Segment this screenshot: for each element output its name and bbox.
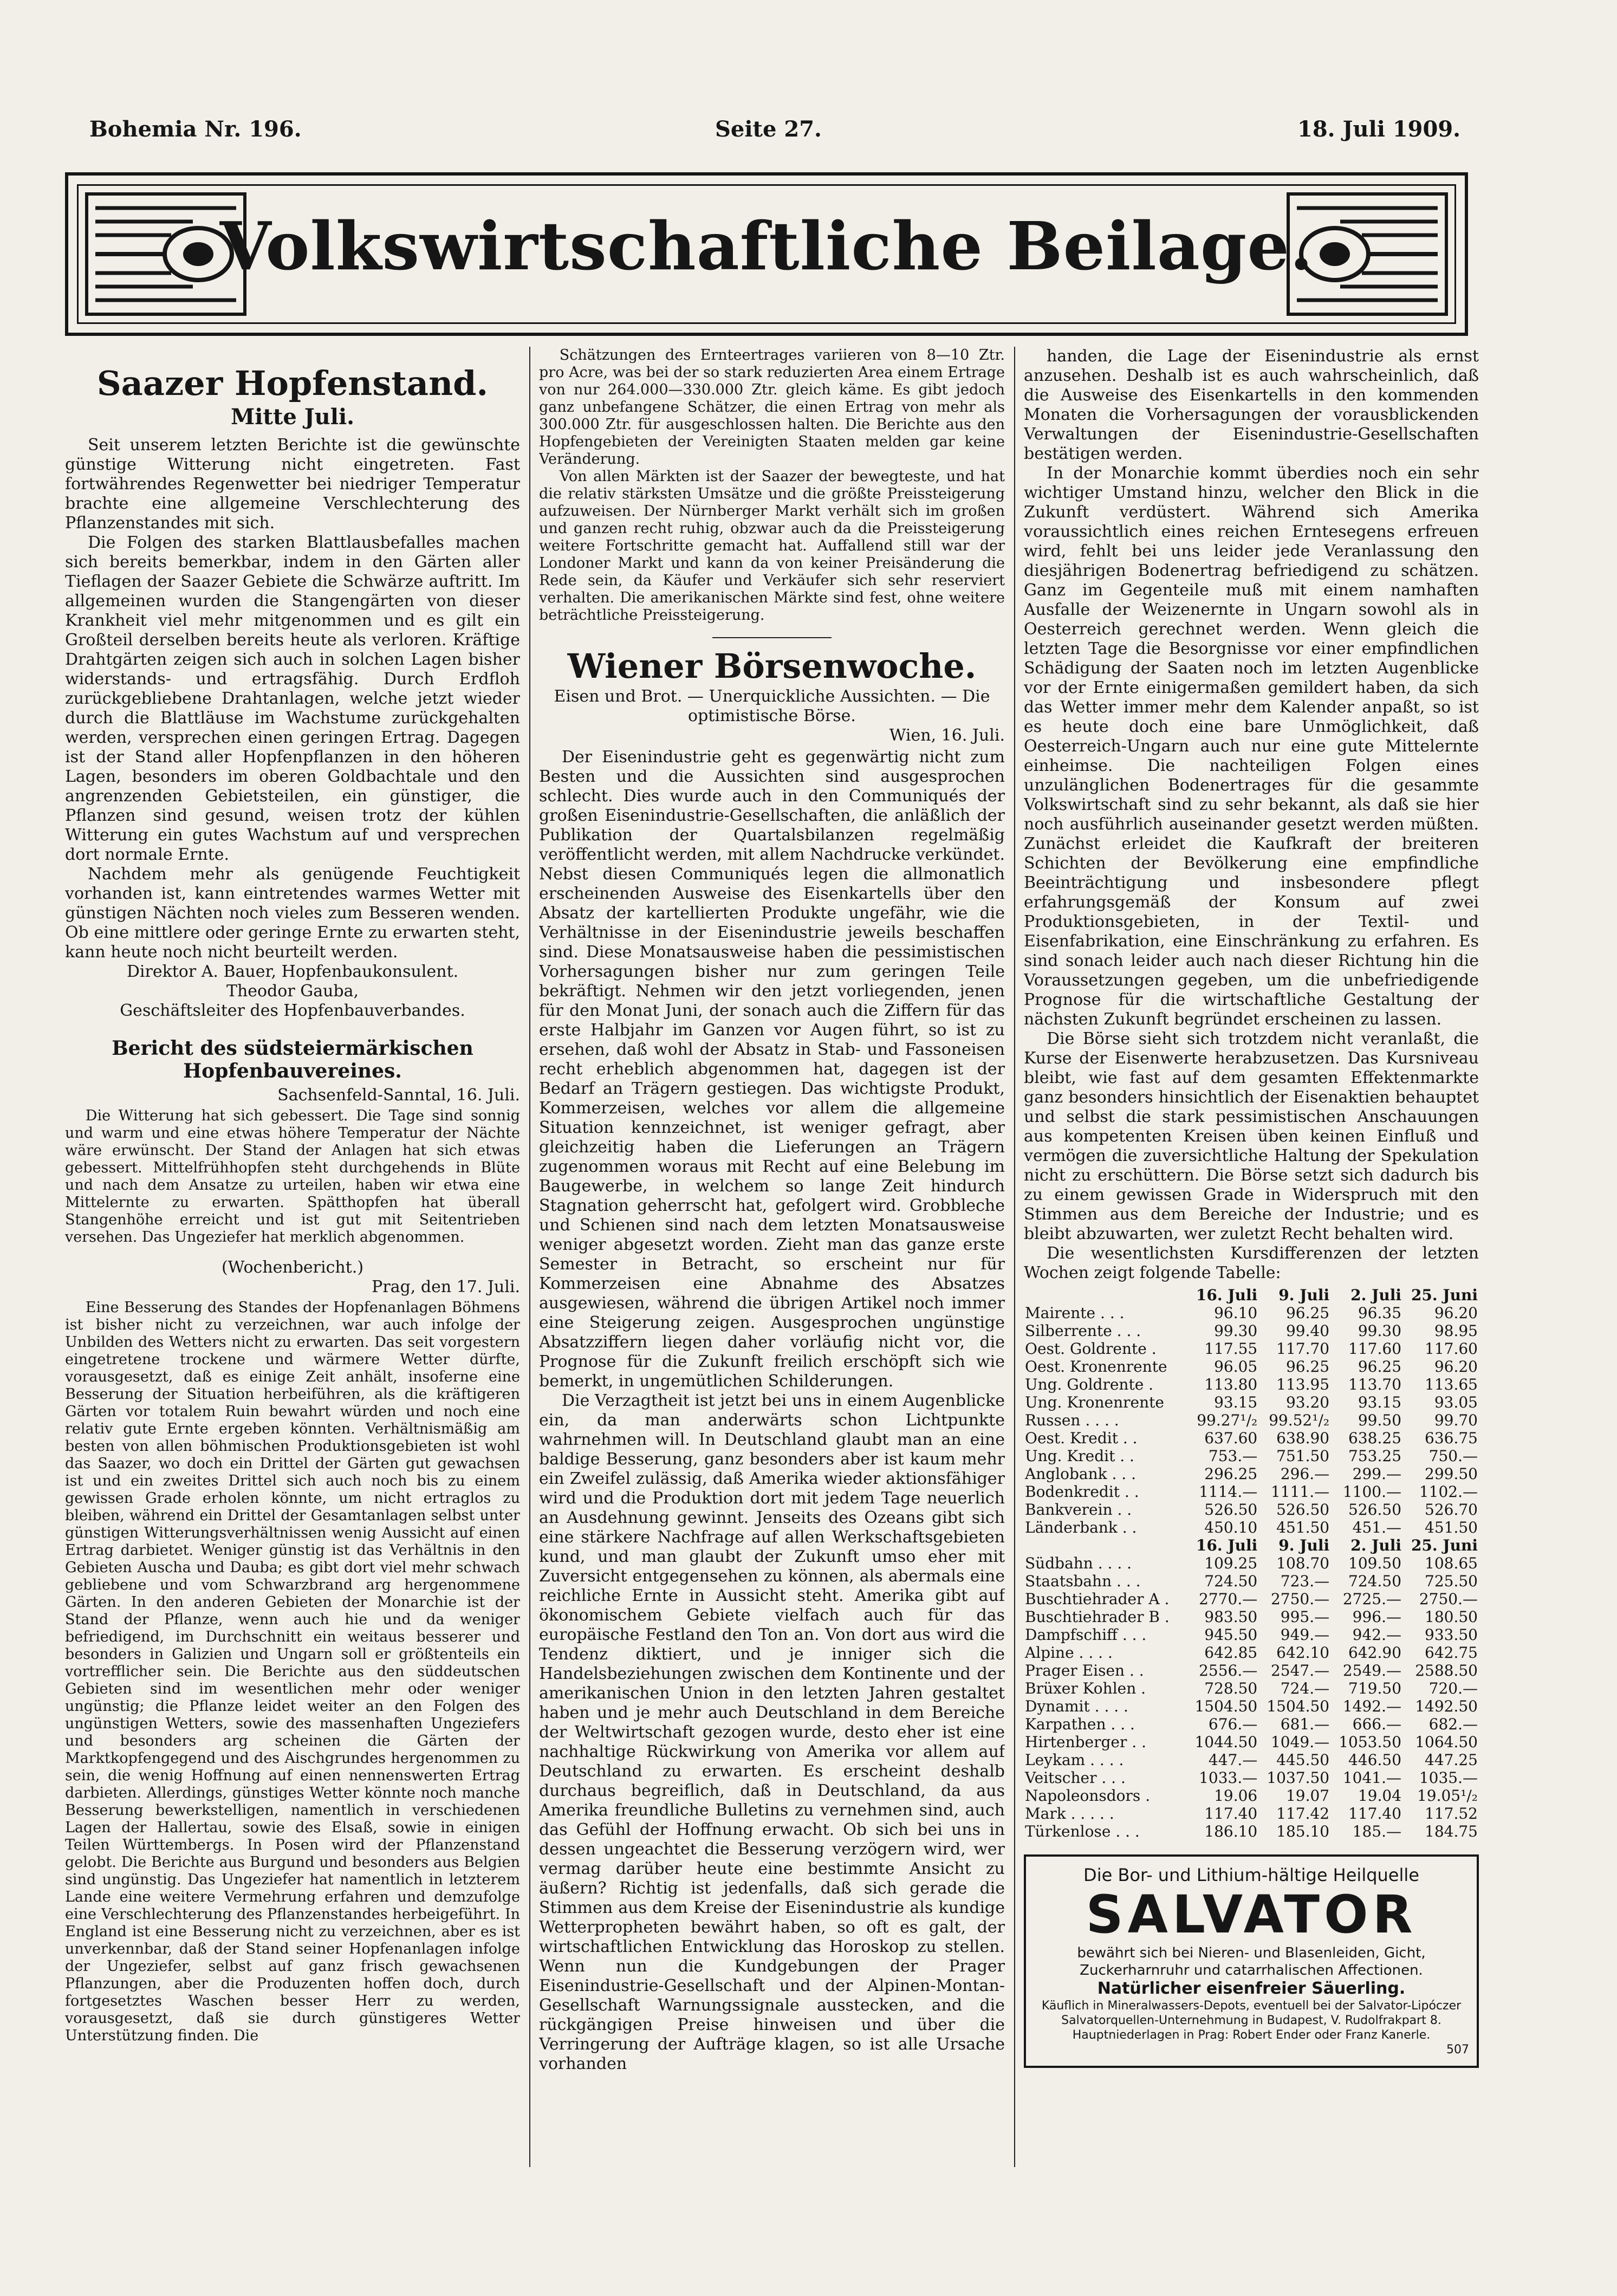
rate-cell: 642.10 xyxy=(1276,1644,1330,1662)
rate-cell: 98.95 xyxy=(1434,1322,1478,1340)
rate-cell: 682.— xyxy=(1428,1715,1478,1733)
rate-cell: 117.60 xyxy=(1348,1340,1402,1358)
table-row xyxy=(1024,1554,1479,1572)
rate-cell: 983.50 xyxy=(1204,1608,1258,1626)
rate-cell: 117.40 xyxy=(1204,1805,1258,1822)
rate-cell: 96.25 xyxy=(1358,1358,1402,1376)
table-header-row xyxy=(1024,1536,1479,1554)
security-name: Dampfschiff . . . xyxy=(1025,1626,1147,1644)
rate-cell: 99.52¹/₂ xyxy=(1269,1411,1330,1429)
rate-cell: 2547.— xyxy=(1270,1662,1330,1679)
paragraph: Schätzungen des Ernteertrages variieren von 8—10 Ztr. pro Acre, was bei der so stark reduzierten Area einem Ertrage von nur 264.000—330.000 Ztr. gleich käme. Es gibt jedoch ganz unbefangene Schätzer, die einen Ertrag von mehr als 300.000 Ztr. für ausgeschlossen halten. Die Berichte aus den Hopfengebieten der Vereinigten Staaten melden gar keine Veränderung. xyxy=(539,347,1005,468)
rate-cell: 296.25 xyxy=(1204,1465,1258,1483)
table-row xyxy=(1024,1411,1479,1429)
rate-cell: 995.— xyxy=(1280,1608,1330,1626)
rate-cell: 725.50 xyxy=(1425,1572,1478,1590)
rate-cell: 96.10 xyxy=(1214,1304,1258,1322)
signature-line: Theodor Gauba, xyxy=(226,982,359,1001)
rate-cell: 96.20 xyxy=(1434,1304,1478,1322)
rate-cell: 526.50 xyxy=(1204,1501,1258,1519)
rate-cell: 180.50 xyxy=(1425,1608,1478,1626)
rate-cell: 942.— xyxy=(1352,1626,1402,1644)
article-title: Wiener Börsenwoche. xyxy=(567,646,977,686)
paragraph: Die Börse sieht sich trotzdem nicht veranlaßt, die Kurse der Eisenwerte herabzusetzen. Das Kursniveau bleibt, wie fast auf dem gesamten Effektenmarkte ganz besonders hinsichtlich der Eisenaktien behauptet und selbst die stark pessimistischen Anschauungen aus kompetenten Kreisen üben keinen Einfluß und vermögen die zuversichtliche Haltung der Spekulation nicht zu erschüttern. Die Börse setzt sich dadurch bis zu einem gewissen Grade in Widerspruch mit den Stimmen aus dem Bereiche der Industrie; und es bleibt abzuwarten, wer zuletzt Recht behalten wird. xyxy=(1024,1029,1479,1243)
rate-cell: 19.06 xyxy=(1214,1787,1258,1805)
divider xyxy=(712,637,832,638)
rate-cell: 446.50 xyxy=(1348,1751,1402,1769)
rate-cell: 666.— xyxy=(1352,1715,1402,1733)
paragraph: Die Folgen des starken Blattlausbefalles machen sich bereits bemerkbar, indem in den Gärten aller Tieflagen der Saazer Gebiete die Schwärze auftritt. Im allgemeinen wurden die Stangengärten von dieser Krankheit viel mehr mitgenommen und es gilt ein Großteil derselben bereits heute als verloren. Kräftige Drahtgärten zeigen sich auch in solchen Lagen bisher widerstands- und ertragsfähig. Durch Erdfloh zurückgebliebene Drahtanlagen, welche jetzt wieder durch die Blattläuse im Wachstume zurückgehalten werden, versprechen einen geringen Ertrag. Dagegen ist der Stand aller Hopfenpflanzen in den höheren Lagen, besonders im oberen Goldbachtale und den angrenzenden Gebietsteilen, ein günstiger, die Pflanzen sind gesund, weisen trotz der kühlen Witterung ein gutes Wachstum auf und versprechen dort normale Ernte. xyxy=(65,533,520,864)
rate-cell: 1492.50 xyxy=(1415,1697,1478,1715)
article-subtitle: Mitte Juli. xyxy=(230,404,355,430)
table-row xyxy=(1024,1483,1479,1501)
paragraph: Die wesentlichsten Kursdifferenzen der letzten Wochen zeigt folgende Tabelle: xyxy=(1024,1244,1479,1282)
paragraph: Nachdem mehr als genügende Feuchtigkeit vorhanden ist, kann eintretendes warmes Wetter mit günstigen Nächten noch vieles zum Besseren wenden. Ob eine mittlere oder geringe Ernte zu erwarten steht, kann heute noch nicht beurteilt werden. xyxy=(65,865,520,962)
rate-cell: 19.05¹/₂ xyxy=(1417,1787,1478,1805)
paragraph: Die Witterung hat sich gebessert. Die Tage sind sonnig und warm und eine etwas höhere Temperatur der Nächte wäre erwünscht. Der Stand der Anlagen hat sich etwas gebessert. Mittelfrühhopfen steht durchgehends in Blüte und nach dem Ansatze zu urteilen, haben wir etwa eine Mittelernte zu erwarten. Spätthopfen hat überall Stangenhöhe erreicht und ist gut mit Seitentrieben versehen. Das Ungeziefer hat merklich abgenommen. xyxy=(65,1107,520,1246)
table-row xyxy=(1024,1376,1479,1393)
rate-cell: 1044.50 xyxy=(1194,1733,1258,1751)
rate-cell: 117.70 xyxy=(1276,1340,1330,1358)
rate-cell: 96.20 xyxy=(1434,1358,1478,1376)
rate-cell: 96.25 xyxy=(1285,1358,1330,1376)
rate-cell: 1100.— xyxy=(1342,1483,1402,1501)
security-name: Oest. Goldrente . xyxy=(1025,1340,1157,1358)
rate-cell: 117.42 xyxy=(1276,1805,1330,1822)
column-header: 25. Juni xyxy=(1411,1286,1478,1304)
issue-date: 18. Juli 1909. xyxy=(1297,116,1461,142)
column-header: 16. Juli xyxy=(1196,1286,1258,1304)
rate-cell: 99.50 xyxy=(1358,1411,1402,1429)
table-row xyxy=(1024,1501,1479,1519)
rate-cell: 447.— xyxy=(1208,1751,1258,1769)
dateline: Sachsenfeld-Sanntal, 16. Juli. xyxy=(277,1086,520,1105)
rate-cell: 93.15 xyxy=(1214,1393,1258,1411)
table-row xyxy=(1024,1519,1479,1536)
rate-table xyxy=(1024,1286,1479,1840)
rate-cell: 1037.50 xyxy=(1267,1769,1330,1787)
table-row xyxy=(1024,1805,1479,1822)
ad-headline: Die Bor- und Lithium-hältige Heilquelle xyxy=(1083,1865,1419,1885)
rate-cell: 1114.— xyxy=(1199,1483,1258,1501)
rate-cell: 1035.— xyxy=(1419,1769,1478,1787)
article-title: Bericht des südsteiermärkischen Hopfenbauvereines. xyxy=(112,1037,473,1082)
rate-cell: 113.80 xyxy=(1204,1376,1258,1393)
security-name: Ung. Kronenrente xyxy=(1025,1393,1164,1411)
column-header: 16. Juli xyxy=(1196,1536,1258,1554)
rate-cell: 638.90 xyxy=(1276,1429,1330,1447)
rate-cell: 185.— xyxy=(1352,1822,1402,1840)
rate-cell: 99.30 xyxy=(1214,1322,1258,1340)
rate-cell: 451.— xyxy=(1352,1519,1402,1536)
security-name: Russen . . . . xyxy=(1025,1411,1119,1429)
rate-cell: 450.10 xyxy=(1204,1519,1258,1536)
rate-cell: 108.70 xyxy=(1276,1554,1330,1572)
dateline: Prag, den 17. Juli. xyxy=(372,1277,520,1296)
column-rule xyxy=(1014,347,1015,2167)
table-row xyxy=(1024,1679,1479,1697)
article-title: Saazer Hopfenstand. xyxy=(96,364,489,403)
rate-cell: 113.65 xyxy=(1425,1376,1478,1393)
rate-cell: 728.50 xyxy=(1204,1679,1258,1697)
rate-cell: 1041.— xyxy=(1342,1769,1402,1787)
rate-cell: 719.50 xyxy=(1348,1679,1402,1697)
table-row xyxy=(1024,1465,1479,1483)
table-row xyxy=(1024,1715,1479,1733)
security-name: Staatsbahn . . . xyxy=(1025,1572,1141,1590)
rate-cell: 1111.— xyxy=(1270,1483,1330,1501)
rate-cell: 93.20 xyxy=(1285,1393,1330,1411)
paragraph: Eine Besserung des Standes der Hopfenanlagen Böhmens ist bisher nicht zu verzeichnen, war auch infolge der Unbilden des Wetters nicht zu erwarten. Das seit vorgestern eingetretene trockene und wärmere Wetter dürfte, vorausgesetzt, daß es einige Zeit anhält, insoferne eine Besserung der Situation herbeiführen, als die kräftigeren Gärten vor totalem Ruin bewahrt würden und noch eine relativ gute Ernte ergeben könnten. Verhältnismäßig am besten von allen böhmischen Produktionsgebieten ist wohl das Saazer, wo doch ein Drittel der Gärten gut gewachsen ist und ein zweites Drittel sich auch noch bis zu einem gewissen Grade erholen könnte, um nicht ertraglos zu bleiben, während ein Drittel der Gesamtanlagen selbst unter günstigen Witterungsverhältnissen wenig Aussicht auf einen Ertrag darbietet. Weniger günstig ist das Verhältnis in den Gebieten Auscha und Dauba; es gibt dort viel mehr schwach gebliebene und vom Schwarzbrand arg hergenommene Gärten. In den anderen Gebieten der Monarchie ist der Stand der Pflanze, wenn auch hie und da weniger befriedigend, im Durchschnitt ein weitaus besserer und besonders in Galizien und Ungarn soll er größtenteils ein vortrefflicher sein. Die Berichte aus den süddeutschen Gebieten sind im wesentlichen mehr oder weniger ungünstig; die Pflanze leidet weiter an den Folgen des ungünstigen Wetters, sowie des massenhaften Ungeziefers und besonders arg scheinen die Gärten der Marktkopfengegend und des Aischgrundes hergenommen zu sein, die wenig Hoffnung auf einen nennenswerten Ertrag darbieten. Allerdings, günstiges Wetter könnte noch manche Besserung bewerkstelligen, namentlich in verschiedenen Lagen der Hallertau, sowie des Elsaß, sowie in einigen Teilen Württembergs. In Posen wird der Pflanzenstand gelobt. Die Berichte aus Burgund und besonders aus Belgien sind ungünstig. Das Ungeziefer hat namentlich in letzterem Lande eine weitere Vermehrung erfahren und demzufolge eine Verschlechterung des Pflanzenstandes herbeigeführt. In England ist eine Besserung nicht zu verzeichnen, aber es ist unverkennbar, daß der Stand seiner Hopfenanlagen infolge der Ungeziefer, selbst auf ganz frisch gewachsenen Pflanzungen, aber die Produzenten hoffen doch, durch fortgesetztes Waschen besser Herr zu werden, vorausgesetzt, daß sie durch günstigeres Wetter Unterstützung finden. Die xyxy=(65,1299,520,2044)
ad-brand: SALVATOR xyxy=(1086,1884,1417,1945)
rate-cell: 642.75 xyxy=(1425,1644,1478,1662)
rate-cell: 96.05 xyxy=(1214,1358,1258,1376)
column-header: 2. Juli xyxy=(1350,1536,1402,1554)
issue-number: Bohemia Nr. 196. xyxy=(89,116,302,142)
rate-cell: 1033.— xyxy=(1199,1769,1258,1787)
rate-cell: 109.50 xyxy=(1348,1554,1402,1572)
paragraph: handen, die Lage der Eisenindustrie als ernst anzusehen. Deshalb ist es auch wahrscheinlich, daß die Ausweise des Eisenkartells in den kommenden Monaten die Vorhersagungen der vorausblickenden Verwaltungen der Eisenindustrie-Gesellschaften bestätigen werden. xyxy=(1024,347,1479,463)
security-name: Südbahn . . . . xyxy=(1025,1554,1132,1572)
table-row xyxy=(1024,1626,1479,1644)
security-name: Buschtiehrader A . xyxy=(1025,1590,1170,1608)
security-name: Leykam . . . . xyxy=(1025,1751,1124,1769)
rate-cell: 447.25 xyxy=(1425,1751,1478,1769)
rate-cell: 185.10 xyxy=(1276,1822,1330,1840)
security-name: Oest. Kronenrente xyxy=(1025,1358,1167,1376)
rate-cell: 117.52 xyxy=(1425,1805,1478,1822)
rate-cell: 113.70 xyxy=(1348,1376,1402,1393)
rate-cell: 676.— xyxy=(1208,1715,1258,1733)
table-row xyxy=(1024,1322,1479,1340)
rate-cell: 753.25 xyxy=(1348,1447,1402,1465)
rate-cell: 1064.50 xyxy=(1415,1733,1478,1751)
rate-cell: 186.10 xyxy=(1204,1822,1258,1840)
rate-cell: 1504.50 xyxy=(1194,1697,1258,1715)
paragraph: Von allen Märkten ist der Saazer der bewegteste, und hat die relativ stärksten Umsätze und die größte Preissteigerung aufzuweisen. Der Nürnberger Markt verhält sich im großen und ganzen recht ruhig, obzwar auch da die Preissteigerung weitere Fortschritte gemacht hat. Auffallend still war der Londoner Markt und kann da von keiner Preisänderung die Rede sein, da Käufer und Verkäufer sich sehr reserviert verhalten. Die amerikanischen Märkte sind fest, ohne weitere beträchtliche Preissteigerung. xyxy=(539,468,1005,624)
rate-cell: 93.15 xyxy=(1358,1393,1402,1411)
rate-cell: 637.60 xyxy=(1204,1429,1258,1447)
table-row xyxy=(1024,1751,1479,1769)
rate-cell: 949.— xyxy=(1280,1626,1330,1644)
security-name: Buschtiehrader B . xyxy=(1025,1608,1170,1626)
signature-line: Geschäftsleiter des Hopfenbauverbandes. xyxy=(120,1001,465,1020)
table-row xyxy=(1024,1340,1479,1358)
rate-cell: 96.35 xyxy=(1358,1304,1402,1322)
table-row xyxy=(1024,1304,1479,1322)
column-header: 2. Juli xyxy=(1350,1286,1402,1304)
paragraph: In der Monarchie kommt überdies noch ein sehr wichtiger Umstand hinzu, welcher den Blick in die Zukunft verdüstert. Während sich Amerika voraussichtlich eines reichen Erntesegens erfreuen wird, fehlt bei uns leider jede Veranlassung den diesjährigen Bodenertrag befriedigend zu schätzen. Ganz im Gegenteile muß mit einem namhaften Ausfalle der Weizenernte in Ungarn sowohl als in Oesterreich gerechnet werden. Wenn gleich die letzten Tage die Besorgnisse vor einer empfindlichen Schädigung der Saaten noch im letzten Augenblicke vor der Ernte einigermaßen gemildert haben, da sich das Wetter immer mehr dem Kalender anpaßt, so ist es heute doch eine bare Unmöglichkeit, daß Oesterreich-Ungarn auch nur eine gute Mittelernte einheimse. Die nachteiligen Folgen eines unzulänglichen Bodenertrages für die gesammte Volkswirtschaft sind zu sehr bekannt, als daß sie hier noch ausführlich auseinander gesetzt werden müßten. Zunächst erleidet die Kaufkraft der breiteren Schichten der Bevölkerung eine empfindliche Beeinträchtigung und insbesondere pflegt erfahrungsgemäß der Konsum auf zwei Produktionsgebieten, in der Textil- und Eisenfabrikation, eine Einschränkung zu erfahren. Es sind sonach leider auch nach dieser Richtung hin die Voraussetzungen gegeben, um die unbefriedigende Prognose für die wirtschaftliche Gestaltung der nächsten Zukunft begründet erscheinen zu lassen. xyxy=(1024,464,1479,1029)
rate-cell: 724.50 xyxy=(1348,1572,1402,1590)
rate-cell: 1504.50 xyxy=(1267,1697,1330,1715)
rate-cell: 750.— xyxy=(1428,1447,1478,1465)
table-row xyxy=(1024,1662,1479,1679)
ad-address: Käuflich in Mineralwassers-Depots, eventuell bei der Salvator-Lipóczer Salvatorquellen-Unternehmung in Budapest, V. Rudolfrakpart 8. Hauptniederlagen in Prag: Robert Ender oder Franz Kanerle. xyxy=(1041,1999,1462,2042)
table-row xyxy=(1024,1572,1479,1590)
rate-cell: 2556.— xyxy=(1199,1662,1258,1679)
rate-cell: 2588.50 xyxy=(1415,1662,1478,1679)
banner-title: Volkswirtschaftliche Beilage. xyxy=(219,207,1314,285)
ad-slogan: Natürlicher eisenfreier Säuerling. xyxy=(1097,1979,1406,1998)
security-name: Länderbank . . xyxy=(1025,1519,1137,1536)
security-name: Karpathen . . . xyxy=(1025,1715,1135,1733)
rate-cell: 753.— xyxy=(1208,1447,1258,1465)
rate-cell: 636.75 xyxy=(1425,1429,1478,1447)
ad-code: 507 xyxy=(1446,2043,1469,2057)
rate-cell: 296.— xyxy=(1280,1465,1330,1483)
rate-cell: 2750.— xyxy=(1419,1590,1478,1608)
security-name: Oest. Kredit . . xyxy=(1025,1429,1138,1447)
section-banner xyxy=(65,172,1468,336)
rate-cell: 724.50 xyxy=(1204,1572,1258,1590)
column-header: 9. Juli xyxy=(1278,1286,1330,1304)
table-row xyxy=(1024,1822,1479,1840)
column-rule xyxy=(529,347,530,2167)
rate-cell: 1053.50 xyxy=(1339,1733,1402,1751)
column-right xyxy=(1024,347,1479,2189)
rate-cell: 526.50 xyxy=(1348,1501,1402,1519)
security-name: Mark . . . . . xyxy=(1025,1805,1114,1822)
rate-cell: 113.95 xyxy=(1276,1376,1330,1393)
rate-cell: 1492.— xyxy=(1342,1697,1402,1715)
rate-cell: 109.25 xyxy=(1204,1554,1258,1572)
rate-cell: 445.50 xyxy=(1276,1751,1330,1769)
column-left xyxy=(65,347,520,2189)
security-name: Türkenlose . . . xyxy=(1025,1822,1140,1840)
rate-cell: 451.50 xyxy=(1276,1519,1330,1536)
rate-cell: 99.70 xyxy=(1434,1411,1478,1429)
table-row xyxy=(1024,1608,1479,1626)
table-row xyxy=(1024,1590,1479,1608)
rate-cell: 526.70 xyxy=(1425,1501,1478,1519)
security-name: Bankverein . . xyxy=(1025,1501,1132,1519)
column-header xyxy=(1024,1536,1186,1554)
rate-cell: 2549.— xyxy=(1342,1662,1402,1679)
rate-cell: 638.25 xyxy=(1348,1429,1402,1447)
rate-cell: 2770.— xyxy=(1199,1590,1258,1608)
rate-cell: 184.75 xyxy=(1425,1822,1478,1840)
security-name: Brüxer Kohlen . xyxy=(1025,1679,1146,1697)
security-name: Ung. Kredit . . xyxy=(1025,1447,1134,1465)
rate-cell: 19.04 xyxy=(1358,1787,1402,1805)
rate-cell: 117.60 xyxy=(1425,1340,1478,1358)
rate-cell: 96.25 xyxy=(1285,1304,1330,1322)
rate-cell: 642.90 xyxy=(1348,1644,1402,1662)
security-name: Silberrente . . . xyxy=(1025,1322,1141,1340)
rate-cell: 996.— xyxy=(1352,1608,1402,1626)
dateline: Wien, 16. Juli. xyxy=(889,726,1005,745)
rate-cell: 99.30 xyxy=(1358,1322,1402,1340)
rate-cell: 720.— xyxy=(1428,1679,1478,1697)
rate-cell: 299.— xyxy=(1352,1465,1402,1483)
rate-cell: 642.85 xyxy=(1204,1644,1258,1662)
table-row xyxy=(1024,1733,1479,1751)
table-row xyxy=(1024,1697,1479,1715)
ad-text: bewährt sich bei Nieren- und Blasenleiden, Gicht, Zuckerharnruhr und catarrhalischen Affectionen. xyxy=(1077,1945,1426,1979)
table-row xyxy=(1024,1447,1479,1465)
security-name: Mairente . . . xyxy=(1025,1304,1125,1322)
rate-cell: 99.27¹/₂ xyxy=(1197,1411,1258,1429)
security-name: Dynamit . . . . xyxy=(1025,1697,1128,1715)
table-header-row xyxy=(1024,1286,1479,1304)
paragraph: Die Verzagtheit ist jetzt bei uns in einem Augenblicke ein, da man anderwärts schon Lichtpunkte wahrnehmen will. In Deutschland glaubt man an eine baldige Besserung, ganz besonders aber ist kaum mehr ein Zweifel zulässig, daß Amerika wieder aktionsfähiger wird und die Produktion dort mit jedem Tage neuerlich an Ausdehnung gewinnt. Jenseits des Ozeans gibt sich eine stärkere Nachfrage auf allen Werkschaftsgebieten kund, und man glaubt der Zukunft umso eher mit Zuversicht entgegensehen zu können, als abermals eine reichliche Ernte in Aussicht steht. Amerika gibt auf ökonomischem Gebiete vielfach auch für das europäische Festland den Ton an. Von dort aus wird die Tendenz diktiert, und je inniger sich die Handelsbeziehungen zwischen dem Kontinente und der amerikanischen Union in den letzten Jahren gestaltet haben und je mehr auch Deutschland in dem Bereiche der Weltwirtschaft gezogen wurde, desto eher ist eine nachhaltige Rückwirkung von Amerika vor allem auf Deutschland zu erwarten. Es erscheint deshalb durchaus begreiflich, daß in Deutschland, da aus Amerika freundliche Bulletins zu vernehmen sind, auch das Gefühl der Hoffnung erwacht. Ob sich bei uns in dessen ungeachtet die Besserung verzögern wird, wer vermag darüber heute eine bestimmte Ansicht zu äußern? Richtig ist jedenfalls, daß sich gerade die Stimmen aus dem Kreise der Eisenindustrie als kundige Wetterpropheten bewährt haben, so oft es galt, der wirtschaftlichen Entwicklung das Horoskop zu stellen. Wenn nun die Kundgebungen der Prager Eisenindustrie-Gesellschaft und der Alpinen-Montan-Gesellschaft Warnungssignale ausstecken, and die rückgängigen Preise hinweisen und über die Verringerung der Aufträge klagen, so ist alle Ursache vorhanden xyxy=(539,1391,1005,2073)
security-name: Veitscher . . . xyxy=(1025,1769,1126,1787)
rate-cell: 723.— xyxy=(1280,1572,1330,1590)
security-name: Alpine . . . . xyxy=(1025,1644,1113,1662)
column-middle xyxy=(539,347,1005,2189)
rate-cell: 117.40 xyxy=(1348,1805,1402,1822)
rate-cell: 299.50 xyxy=(1425,1465,1478,1483)
rate-cell: 526.50 xyxy=(1276,1501,1330,1519)
security-name: Anglobank . . . xyxy=(1025,1465,1137,1483)
rate-cell: 1102.— xyxy=(1419,1483,1478,1501)
rate-cell: 93.05 xyxy=(1434,1393,1478,1411)
section-label: (Wochenbericht.) xyxy=(221,1258,364,1277)
page-number: Seite 27. xyxy=(715,116,822,142)
table-row xyxy=(1024,1644,1479,1662)
rate-cell: 19.07 xyxy=(1285,1787,1330,1805)
column-header xyxy=(1024,1286,1186,1304)
table-row xyxy=(1024,1358,1479,1376)
table-row xyxy=(1024,1787,1479,1805)
rate-cell: 681.— xyxy=(1280,1715,1330,1733)
rate-cell: 99.40 xyxy=(1285,1322,1330,1340)
right-ornament-icon xyxy=(1286,192,1449,316)
column-header: 25. Juni xyxy=(1411,1536,1478,1554)
rate-cell: 751.50 xyxy=(1276,1447,1330,1465)
signature-line: Direktor A. Bauer, Hopfenbaukonsulent. xyxy=(126,962,459,981)
security-name: Ung. Goldrente . xyxy=(1025,1376,1154,1393)
rate-cell: 945.50 xyxy=(1204,1626,1258,1644)
paragraph: Der Eisenindustrie geht es gegenwärtig nicht zum Besten und die Aussichten sind ausgesprochen schlecht. Dies wurde auch in den Communiqués der großen Eisenindustrie-Gesellschaften, die anläßlich der Publikation der Quartalsbilanzen regelmäßig veröffentlicht werden, mit allem Nachdrucke verkündet. Nebst diesen Communiqués legen die allmonatlich erscheinenden Ausweise des Eisenkartells über den Absatz der kartellierten Produkte ungefähr, wie die Verhältnisse in der Eisenindustrie jeweils beschaffen sind. Diese Monatsausweise haben die pessimistischen Vorhersagungen bisher nur zum geringen Teile bekräftigt. Nehmen wir den jetzt vorliegenden, jenen für den Monat Juni, der sonach auch die Ziffern für das erste Halbjahr im Ganzen vor Augen führt, so ist zu ersehen, daß wohl der Absatz in Stab- und Fassoneisen recht erheblich abgenommen hat, dagegen ist der Bedarf an Trägern gestiegen. Das wichtigste Produkt, Kommerzeisen, welches vor allem die allgemeine Situation kennzeichnet, ist weniger gefragt, aber gleichzeitig haben die Lieferungen an Trägern zugenommen woraus mit Recht auf eine Belebung im Baugewerbe, in welchem so lange Zeit hindurch Stagnation geherrscht hat, gefolgert wird. Grobbleche und Schienen sind nach dem letzten Monatsausweise weniger abgesetzt worden. Zieht man das ganze erste Semester in Betracht, so erscheint nur für Kommerzeisen eine Abnahme des Absatzes ausgewiesen, während die übrigen Artikel noch immer eine Steigerung zeigen. Ausgesprochen ungünstige Absatzziffern liegen daher vorläufig nicht vor, die Prognose für die Zukunft freilich erschöpft sich wie bemerkt, in ungemütlichen Schilderungen. xyxy=(539,748,1005,1391)
rate-cell: 117.55 xyxy=(1204,1340,1258,1358)
rate-cell: 451.50 xyxy=(1425,1519,1478,1536)
advertisement xyxy=(1024,1854,1479,2068)
rate-cell: 933.50 xyxy=(1425,1626,1478,1644)
paragraph: Seit unserem letzten Berichte ist die gewünschte günstige Witterung nicht eingetreten. Fast fortwährendes Regenwetter bei niedriger Temperatur brachte eine allgemeine Verschlechterung des Pflanzenstandes mit sich. xyxy=(65,436,520,533)
table-row xyxy=(1024,1769,1479,1787)
security-name: Napoleonsdors . xyxy=(1025,1787,1151,1805)
table-row xyxy=(1024,1393,1479,1411)
rate-cell: 2725.— xyxy=(1342,1590,1402,1608)
security-name: Prager Eisen . . xyxy=(1025,1662,1144,1679)
rate-cell: 1049.— xyxy=(1270,1733,1330,1751)
rate-cell: 108.65 xyxy=(1425,1554,1478,1572)
security-name: Hirtenberger . . xyxy=(1025,1733,1146,1751)
article-subline: Eisen und Brot. — Unerquickliche Aussichten. — Die optimistische Börse. xyxy=(554,687,990,725)
rate-cell: 724.— xyxy=(1280,1679,1330,1697)
table-row xyxy=(1024,1429,1479,1447)
security-name: Bodenkredit . . xyxy=(1025,1483,1139,1501)
column-header: 9. Juli xyxy=(1278,1536,1330,1554)
rate-cell: 2750.— xyxy=(1270,1590,1330,1608)
